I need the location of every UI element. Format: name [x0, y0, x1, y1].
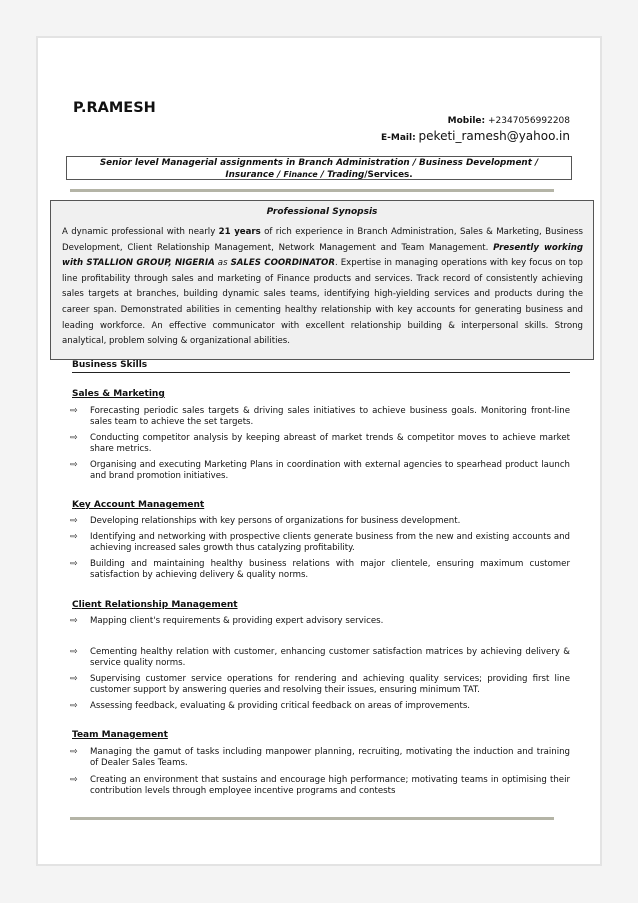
section-title-sales-marketing: Sales & Marketing [72, 389, 165, 399]
arrow-bullet-icon: ⇨ [70, 747, 78, 757]
list-item [70, 559, 570, 581]
email-line [381, 129, 570, 143]
professional-synopsis-box [50, 200, 594, 360]
list-item-text: Developing relationships with key persons of organizations for business development. [90, 516, 461, 526]
list-item [70, 674, 570, 696]
mobile-label: Mobile: [447, 116, 486, 126]
synopsis-part-1: A dynamic professional with nearly [62, 227, 219, 237]
arrow-bullet-icon: ⇨ [70, 460, 78, 470]
tagline-services: /Services. [364, 170, 413, 180]
divider-top [70, 189, 554, 192]
email-value[interactable]: peketi_ramesh@yahoo.in [418, 129, 570, 143]
arrow-bullet-icon: ⇨ [70, 775, 78, 785]
list-item [70, 406, 570, 428]
tagline-finance: Finance [283, 170, 318, 179]
list-item-text: Building and maintaining healthy business relations with major clientele, ensuring maximum customer satisfaction by achieving delivery & quality norms. [90, 559, 570, 580]
arrow-bullet-icon: ⇨ [70, 532, 78, 542]
list-item-text: Assessing feedback, evaluating & providing critical feedback on areas of improvements. [90, 701, 471, 711]
mobile-line [448, 116, 570, 126]
arrow-bullet-icon: ⇨ [70, 701, 78, 711]
list-item-text: Supervising customer service operations for rendering and achieving quality services; providing first line customer support by answering queries and resolving their issues, ensuring minimum TAT. [90, 674, 570, 695]
list-item-text: Identifying and networking with prospective clients generate business from the new and existing accounts and achieving increased sales growth thus catalyzing profitability. [90, 532, 570, 553]
list-item-text: Conducting competitor analysis by keeping abreast of market trends & competitor moves to achieve market share metrics. [90, 433, 570, 454]
list-item [70, 532, 570, 554]
list-item-text: Managing the gamut of tasks including manpower planning, recruiting, motivating the induction and training of Dealer Sales Teams. [90, 747, 570, 768]
synopsis-years: 21 years [218, 227, 261, 237]
arrow-bullet-icon: ⇨ [70, 616, 78, 626]
key-account-list [70, 516, 570, 581]
list-item [70, 747, 570, 769]
synopsis-text [62, 225, 583, 350]
section-title-team-management: Team Management [72, 730, 168, 740]
list-item-text: Organising and executing Marketing Plans in coordination with external agencies to spearhead product launch and brand promotion initiatives. [90, 460, 570, 481]
team-management-list [70, 747, 570, 797]
candidate-name: P.RAMESH [73, 100, 156, 116]
career-objective-box [66, 156, 572, 180]
section-title-key-account: Key Account Management [72, 500, 205, 510]
synopsis-as: as [214, 258, 231, 269]
synopsis-current-role: SALES COORDINATOR [230, 258, 335, 269]
synopsis-current-employer: Presently working with STALLION GROUP, NIGERIA [62, 242, 583, 269]
tagline-line-2 [67, 169, 571, 181]
sales-marketing-list [70, 406, 570, 482]
resume-page [36, 36, 602, 866]
divider-bottom [70, 817, 554, 820]
client-relationship-list [70, 616, 570, 712]
arrow-bullet-icon: ⇨ [70, 433, 78, 443]
tagline-trading: / Trading [317, 170, 365, 180]
synopsis-title: Professional Synopsis [266, 207, 378, 217]
arrow-bullet-icon: ⇨ [70, 406, 78, 416]
list-item-text: Forecasting periodic sales targets & driving sales initiatives to achieve business goals. Monitoring front-line sales team to achieve the set targets. [90, 406, 570, 427]
arrow-bullet-icon: ⇨ [70, 516, 78, 526]
business-skills-heading: Business Skills [72, 360, 570, 373]
arrow-bullet-icon: ⇨ [70, 559, 78, 569]
list-item [70, 616, 570, 627]
synopsis-part-3: . Expertise in managing operations with key focus on top line profitability through sales and marketing of Finance products and services. Track record of consistently achieving sales targets at branches, building dynamic sales teams, identifying high-yielding services and products during the career span. Demonstrated abilities in cementing healthy relationship with key accounts for generating business and leading workforce. An effective communicator with excellent relationship building & interpersonal skills. Strong analytical, problem solving & organizational abilities. [62, 258, 583, 347]
list-item [70, 516, 570, 527]
mobile-value: +2347056992208 [488, 116, 570, 126]
list-item-text: Mapping client's requirements & providing expert advisory services. [90, 616, 384, 626]
list-item [70, 701, 570, 712]
tagline-insurance: Insurance / [225, 170, 284, 180]
list-item-text: Cementing healthy relation with customer, enhancing customer satisfaction matrices by achieving delivery & service quality norms. [90, 647, 570, 668]
list-item [70, 647, 570, 669]
list-item [70, 775, 570, 797]
tagline-line-1: Senior level Managerial assignments in Branch Administration / Business Development / [99, 158, 539, 168]
synopsis-part-2: of rich experience in Branch Administration, Sales & Marketing, Business Development, Client Relationship Management, Network Management and Team Management. [62, 227, 583, 253]
section-title-client-relationship: Client Relationship Management [72, 600, 238, 610]
list-item-text: Creating an environment that sustains and encourage high performance; motivating teams in optimising their contribution levels through employee incentive programs and contests [90, 775, 570, 796]
arrow-bullet-icon: ⇨ [70, 647, 78, 657]
list-item [70, 433, 570, 455]
email-label: E-Mail: [380, 133, 416, 143]
list-item [70, 460, 570, 482]
arrow-bullet-icon: ⇨ [70, 674, 78, 684]
